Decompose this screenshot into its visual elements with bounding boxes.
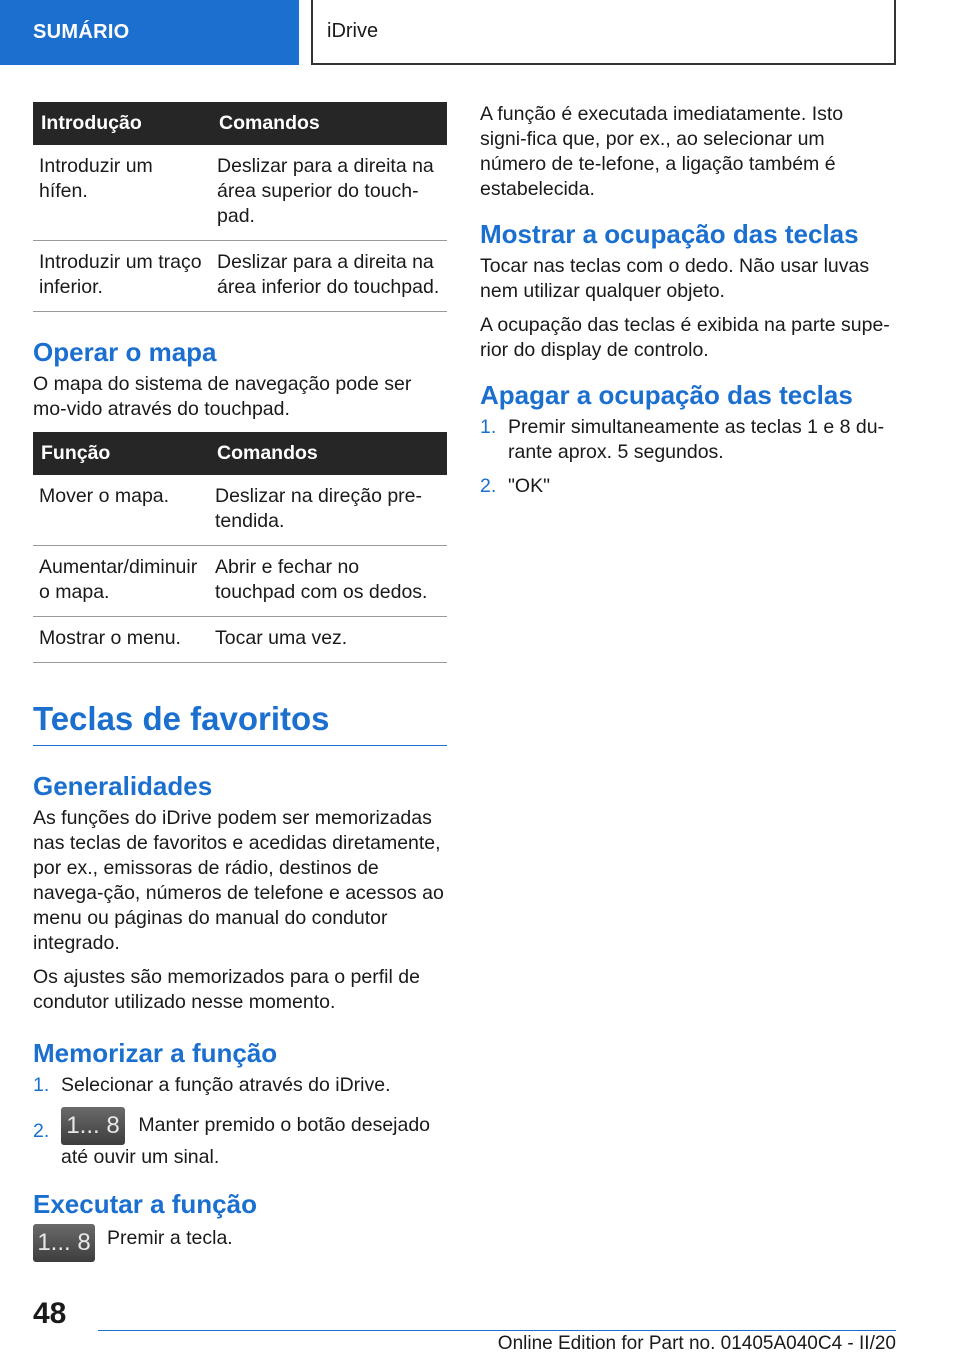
section-heading-erase: Apagar a ocupação das teclas xyxy=(480,380,853,410)
table-row xyxy=(33,475,447,546)
table-cell: Introduzir um traço inferior. xyxy=(33,241,211,312)
execute-row xyxy=(33,1224,447,1262)
map-commands-table xyxy=(33,432,447,663)
section-heading-general: Generalidades xyxy=(33,771,213,801)
paragraph: As funções do iDrive podem ser memorizadas nas teclas de favoritos e acedidas diretamente, por ex., emissoras de rádio, destinos de navega‐ção, números de telefone e acessos ao menu ou páginas do manual do condutor integrado. xyxy=(33,807,444,954)
input-commands-table xyxy=(33,102,447,312)
table-cell: Mover o mapa. xyxy=(33,475,209,546)
table-header-row xyxy=(33,432,447,475)
step-number: 1. xyxy=(480,416,497,438)
section-title: iDrive xyxy=(327,20,379,42)
paragraph: Premir a tecla. xyxy=(107,1227,233,1249)
section-heading-show: Mostrar a ocupação das teclas xyxy=(480,219,859,249)
paragraph: O mapa do sistema de navegação pode ser mo‐vido através do touchpad. xyxy=(33,373,412,420)
step-text: "OK" xyxy=(508,475,551,497)
step-body xyxy=(61,1107,447,1170)
footer-divider xyxy=(98,1330,896,1331)
paragraph: A ocupação das teclas é exibida na parte supe‐rior do display de controlo. xyxy=(480,314,890,361)
paragraph: Os ajustes são memorizados para o perfil de condutor utilizado nesse momento. xyxy=(33,966,420,1013)
contents-tab-label: SUMÁRIO xyxy=(33,21,130,43)
list-item xyxy=(33,1107,447,1170)
table-header-cell: Comandos xyxy=(211,102,447,145)
table-header-row xyxy=(33,102,447,145)
section-heading-memorize: Memorizar a função xyxy=(33,1038,278,1068)
favorite-key-icon: 1... 8 xyxy=(33,1224,95,1262)
step-text: Manter premido o botão desejado até ouvir um sinal. xyxy=(61,1114,431,1168)
paragraph: Tocar nas teclas com o dedo. Não usar luvas nem utilizar qualquer objeto. xyxy=(480,255,870,302)
table-row xyxy=(33,241,447,312)
page-number: 48 xyxy=(33,1297,67,1330)
section-heading-execute: Executar a função xyxy=(33,1189,257,1219)
table-row xyxy=(33,617,447,663)
chapter-title: Teclas de favoritos xyxy=(33,699,447,746)
favorite-key-icon: 1... 8 xyxy=(61,1107,125,1145)
step-number: 2. xyxy=(480,475,497,497)
table-cell: Aumentar/diminuir o mapa. xyxy=(33,546,209,617)
section-header xyxy=(311,0,896,65)
step-text: Selecionar a função através do iDrive. xyxy=(61,1074,391,1096)
paragraph: A função é executada imediatamente. Isto signi‐fica que, por ex., ao selecionar um número de te‐lefone, a ligação também é estabelecida. xyxy=(480,103,844,200)
list-item xyxy=(480,415,895,465)
table-row xyxy=(33,546,447,617)
table-cell: Introduzir um hífen. xyxy=(33,145,211,241)
table-header-cell: Comandos xyxy=(209,432,447,475)
list-item xyxy=(480,474,895,499)
table-header-cell: Introdução xyxy=(33,102,211,145)
left-column xyxy=(33,102,447,1262)
table-cell: Deslizar na direção pre‐tendida. xyxy=(209,475,447,546)
step-number: 1. xyxy=(33,1074,50,1096)
table-cell: Mostrar o menu. xyxy=(33,617,209,663)
table-row xyxy=(33,145,447,241)
table-cell: Tocar uma vez. xyxy=(209,617,447,663)
table-header-cell: Função xyxy=(33,432,209,475)
memorize-steps xyxy=(33,1073,447,1170)
table-cell: Deslizar para a direita na área inferior do touchpad. xyxy=(211,241,447,312)
table-cell: Abrir e fechar no touchpad com os dedos. xyxy=(209,546,447,617)
contents-tab[interactable] xyxy=(0,0,299,65)
step-text: Premir simultaneamente as teclas 1 e 8 du‐rante aprox. 5 segundos. xyxy=(508,416,885,463)
table-cell: Deslizar para a direita na área superior do touch‐pad. xyxy=(211,145,447,241)
erase-steps xyxy=(480,415,895,499)
right-column xyxy=(480,102,895,508)
list-item xyxy=(33,1073,447,1098)
section-heading-map: Operar o mapa xyxy=(33,337,217,367)
step-number: 2. xyxy=(33,1120,50,1142)
edition-footer: Online Edition for Part no. 01405A040C4 - II/20 xyxy=(497,1333,896,1354)
